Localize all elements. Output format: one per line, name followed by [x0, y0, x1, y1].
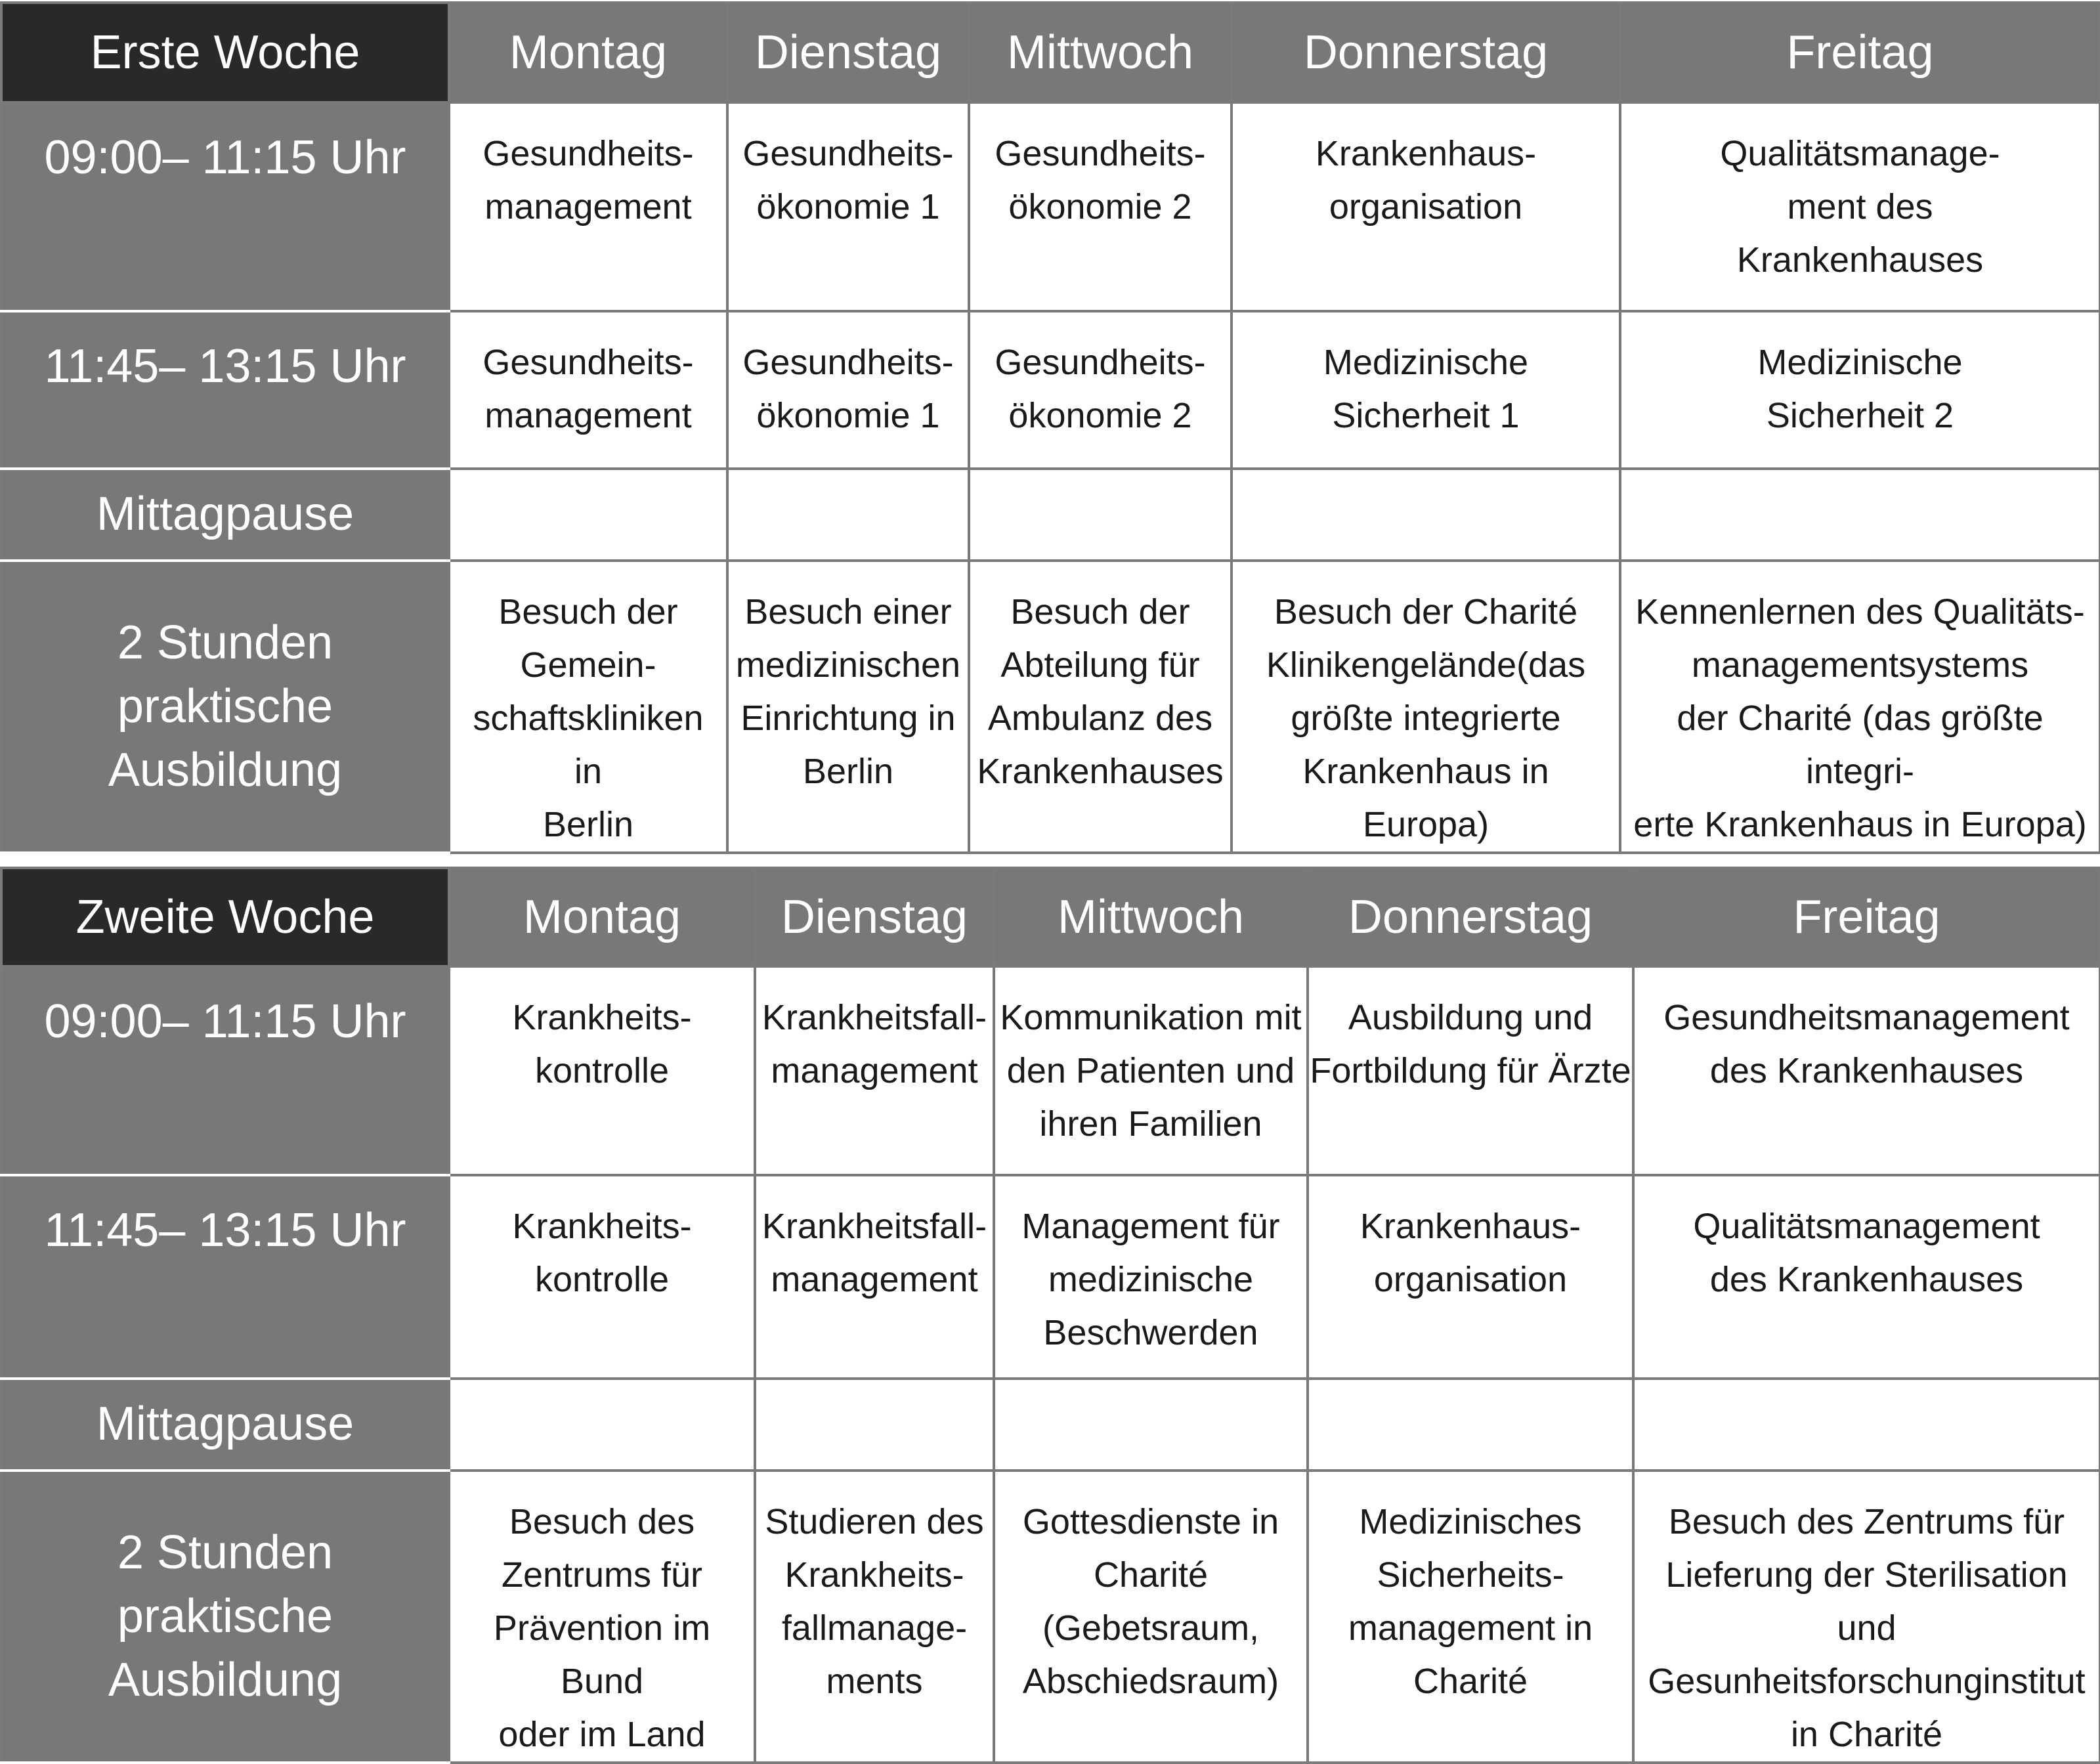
week2-cell-practical-tuesday: Studieren des Krankheits- fallmanage- ments: [755, 1471, 994, 1763]
week2-cell-practical-thursday: Medizinisches Sicherheits- management in Charité: [1308, 1471, 1633, 1763]
week1-cell-practical-thursday: Besuch der Charité Klinikengelände(das größte integrierte Krankenhaus in Europa): [1232, 561, 1620, 853]
week1-time-slot-morning: 09:00– 11:15 Uhr: [1, 102, 449, 311]
week1-cell-midday-friday: Medizinische Sicherheit 2: [1620, 311, 2100, 469]
week1-cell-midday-thursday: Medizinische Sicherheit 1: [1232, 311, 1620, 469]
week2-row-midday: [1, 1175, 2100, 1379]
week2-cell-lunch-tuesday: [755, 1379, 994, 1471]
week1-cell-practical-friday: Kennenlernen des Qualitäts- managementsystems der Charité (das größte integri- erte Krankenhaus in Europa): [1620, 561, 2100, 853]
week1-cell-lunch-thursday: [1232, 469, 1620, 561]
week1-title: Erste Woche: [1, 3, 449, 102]
week2-cell-midday-wednesday: Management für medizinische Beschwerden: [994, 1175, 1308, 1379]
week1-cell-midday-monday: Gesundheits- management: [449, 311, 727, 469]
week1-row-practical: [1, 561, 2100, 853]
week1-lunch-break-label: Mittagpause: [1, 469, 449, 561]
week2-header-row: [1, 868, 2100, 966]
week2-cell-practical-wednesday: Gottesdienste in Charité (Gebetsraum, Abschiedsraum): [994, 1471, 1308, 1763]
week2-day-wednesday: Mittwoch: [994, 868, 1308, 966]
week2-cell-morning-thursday: Ausbildung und Fortbildung für Ärzte: [1308, 966, 1633, 1175]
week1-row-morning: [1, 102, 2100, 311]
week1-cell-morning-thursday: Krankenhaus- organisation: [1232, 102, 1620, 311]
week1-day-tuesday: Dienstag: [727, 3, 969, 102]
week2-cell-midday-friday: Qualitätsmanagement des Krankenhauses: [1633, 1175, 2100, 1379]
week1-cell-practical-tuesday: Besuch einer medizinischen Einrichtung in Berlin: [727, 561, 969, 853]
week2-row-practical: [1, 1471, 2100, 1763]
week1-cell-midday-wednesday: Gesundheits- ökonomie 2: [969, 311, 1232, 469]
week1-cell-practical-wednesday: Besuch der Abteilung für Ambulanz des Krankenhauses: [969, 561, 1232, 853]
week2-schedule-table: [0, 867, 2100, 1764]
week1-day-thursday: Donnerstag: [1232, 3, 1620, 102]
week1-day-monday: Montag: [449, 3, 727, 102]
week2-time-slot-morning: 09:00– 11:15 Uhr: [1, 966, 449, 1175]
week1-cell-morning-wednesday: Gesundheits- ökonomie 2: [969, 102, 1232, 311]
week2-day-tuesday: Dienstag: [755, 868, 994, 966]
week2-day-thursday: Donnerstag: [1308, 868, 1633, 966]
week2-cell-morning-monday: Krankheits- kontrolle: [449, 966, 755, 1175]
week2-cell-morning-tuesday: Krankheitsfall- management: [755, 966, 994, 1175]
week1-cell-practical-monday: Besuch der Gemein- schaftskliniken in Berlin: [449, 561, 727, 853]
week2-cell-midday-thursday: Krankenhaus- organisation: [1308, 1175, 1633, 1379]
week2-cell-midday-tuesday: Krankheitsfall- management: [755, 1175, 994, 1379]
week2-cell-lunch-friday: [1633, 1379, 2100, 1471]
week1-cell-lunch-wednesday: [969, 469, 1232, 561]
week1-header-row: [1, 3, 2100, 102]
week1-day-wednesday: Mittwoch: [969, 3, 1232, 102]
week2-lunch-break-label: Mittagpause: [1, 1379, 449, 1471]
week1-day-friday: Freitag: [1620, 3, 2100, 102]
week1-time-slot-midday: 11:45– 13:15 Uhr: [1, 311, 449, 469]
week2-time-slot-midday: 11:45– 13:15 Uhr: [1, 1175, 449, 1379]
week2-cell-practical-monday: Besuch des Zentrums für Prävention im Bund oder im Land: [449, 1471, 755, 1763]
week2-cell-lunch-monday: [449, 1379, 755, 1471]
week1-cell-morning-friday: Qualitätsmanage- ment des Krankenhauses: [1620, 102, 2100, 311]
week2-practical-training-label: 2 Stunden praktische Ausbildung: [1, 1471, 449, 1763]
week2-row-lunch: [1, 1379, 2100, 1471]
week2-cell-lunch-thursday: [1308, 1379, 1633, 1471]
week1-cell-morning-monday: Gesundheits- management: [449, 102, 727, 311]
week2-cell-morning-friday: Gesundheitsmanagement des Krankenhauses: [1633, 966, 2100, 1175]
week1-row-midday: [1, 311, 2100, 469]
week2-title: Zweite Woche: [1, 868, 449, 966]
week2-cell-morning-wednesday: Kommunikation mit den Patienten und ihren Familien: [994, 966, 1308, 1175]
week2-day-monday: Montag: [449, 868, 755, 966]
week2-cell-practical-friday: Besuch des Zentrums für Lieferung der Sterilisation und Gesunheitsforschunginstitut in Charité: [1633, 1471, 2100, 1763]
week2-row-morning: [1, 966, 2100, 1175]
week2-day-friday: Freitag: [1633, 868, 2100, 966]
week1-schedule-table: [0, 1, 2100, 854]
week2-cell-lunch-wednesday: [994, 1379, 1308, 1471]
week2-cell-midday-monday: Krankheits- kontrolle: [449, 1175, 755, 1379]
week1-cell-lunch-monday: [449, 469, 727, 561]
week1-row-lunch: [1, 469, 2100, 561]
week1-cell-morning-tuesday: Gesundheits- ökonomie 1: [727, 102, 969, 311]
week1-cell-lunch-tuesday: [727, 469, 969, 561]
week1-cell-lunch-friday: [1620, 469, 2100, 561]
week1-cell-midday-tuesday: Gesundheits- ökonomie 1: [727, 311, 969, 469]
week1-practical-training-label: 2 Stunden praktische Ausbildung: [1, 561, 449, 853]
